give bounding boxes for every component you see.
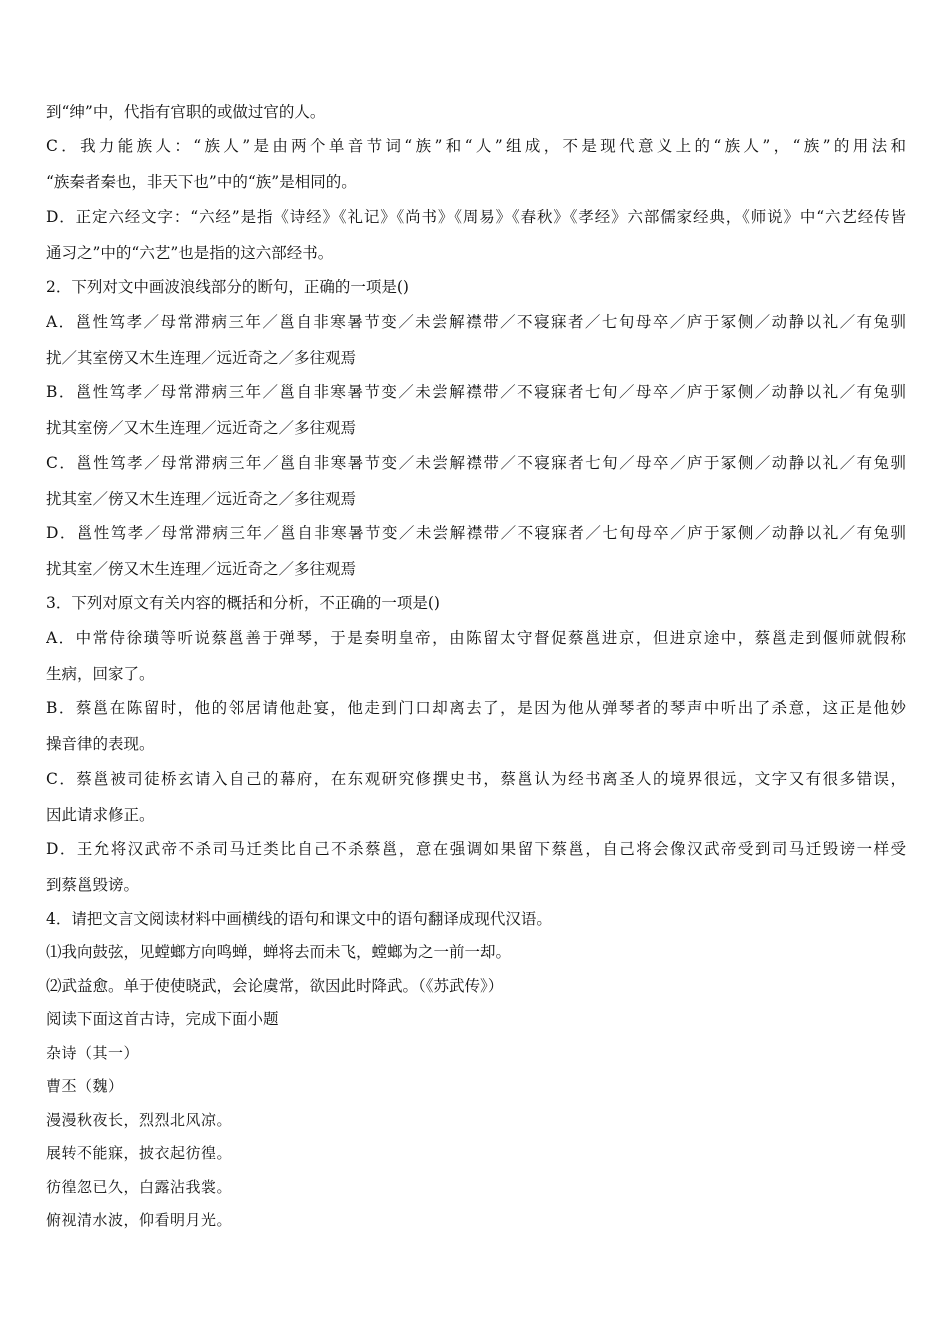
section-instruction: 阅读下面这首古诗，完成下面小题 — [46, 1010, 279, 1028]
poem-line: 漫漫秋夜长，烈烈北风凉。 — [46, 1111, 233, 1129]
option-c-line: C．蔡邕被司徒桥玄请入自己的幕府，在东观研究修撰史书，蔡邕认为经书离圣人的境界很远，文字又有很多错误， — [46, 770, 906, 788]
text-line: “族秦者秦也，非天下也”中的“族”是相同的。 — [46, 173, 357, 191]
question-4: 4．请把文言文阅读材料中画横线的语句和课文中的语句翻译成现代汉语。 — [46, 910, 552, 928]
option-b-line: B．蔡邕在陈留时，他的邻居请他赴宴，他走到门口却离去了，是因为他从弹琴者的琴声中听出了杀意，这正是他妙 — [46, 699, 906, 717]
text-line: 扰其室傍／又木生连理／远近奇之／多往观焉 — [46, 419, 357, 437]
option-c-line: C．我力能族人：“族人”是由两个单音节词“族”和“人”组成，不是现代意义上的“族人”，“族”的用法和 — [46, 137, 906, 155]
text-line: 生病，回家了。 — [46, 665, 155, 683]
text-line: 通习之”中的“六艺”也是指的这六部经书。 — [46, 244, 334, 262]
sub-question-1: ⑴我向鼓弦，见螳螂方向鸣蝉，蝉将去而未飞，螳螂为之一前一却。 — [46, 943, 512, 961]
text-line: 因此请求修正。 — [46, 806, 155, 824]
poem-author: 曹丕（魏） — [46, 1077, 124, 1095]
question-2: 2．下列对文中画波浪线部分的断句，正确的一项是() — [46, 278, 409, 296]
option-d-line: D．正定六经文字：“六经”是指《诗经》《礼记》《尚书》《周易》《春秋》《孝经》六部儒家经典，《师说》中“六艺经传皆 — [46, 208, 906, 226]
text-line: 操音律的表现。 — [46, 735, 155, 753]
poem-line: 展转不能寐，披衣起彷徨。 — [46, 1144, 233, 1162]
text-line: 到“绅”中，代指有官职的或做过官的人。 — [46, 103, 326, 121]
option-d-line: D．邕性笃孝／母常滞病三年／邕自非寒暑节变／未尝解襟带／不寝寐者／七旬母卒／庐于冢侧／动静以礼／有兔驯 — [46, 524, 906, 542]
option-b-line: B．邕性笃孝／母常滞病三年／邕自非寒暑节变／未尝解襟带／不寝寐者七旬／母卒／庐于冢侧／动静以礼／有兔驯 — [46, 383, 906, 401]
option-d-line: D．王允将汉武帝不杀司马迁类比自己不杀蔡邕，意在强调如果留下蔡邕，自己将会像汉武帝受到司马迁毁谤一样受 — [46, 840, 906, 858]
text-line: 扰其室／傍又木生连理／远近奇之／多往观焉 — [46, 560, 357, 578]
poem-line: 俯视清水波，仰看明月光。 — [46, 1211, 233, 1229]
text-line: 扰其室／傍又木生连理／远近奇之／多往观焉 — [46, 490, 357, 508]
text-line: 扰／其室傍又木生连理／远近奇之／多往观焉 — [46, 349, 357, 367]
option-c-line: C．邕性笃孝／母常滞病三年／邕自非寒暑节变／未尝解襟带／不寝寐者七旬／母卒／庐于冢侧／动静以礼／有兔驯 — [46, 454, 906, 472]
question-3: 3．下列对原文有关内容的概括和分析，不正确的一项是() — [46, 594, 440, 612]
poem-title: 杂诗（其一） — [46, 1044, 140, 1062]
sub-question-2: ⑵武益愈。单于使使晓武，会论虞常，欲因此时降武。（《苏武传》） — [46, 977, 504, 995]
text-line: 到蔡邕毁谤。 — [46, 876, 140, 894]
option-a-line: A．邕性笃孝／母常滞病三年／邕自非寒暑节变／未尝解襟带／不寝寐者／七旬母卒／庐于冢侧／动静以礼／有兔驯 — [46, 313, 906, 331]
option-a-line: A．中常侍徐璜等听说蔡邕善于弹琴，于是奏明皇帝，由陈留太守督促蔡邕进京，但进京途中，蔡邕走到偃师就假称 — [46, 629, 906, 647]
poem-line: 彷徨忽已久，白露沾我裳。 — [46, 1178, 233, 1196]
